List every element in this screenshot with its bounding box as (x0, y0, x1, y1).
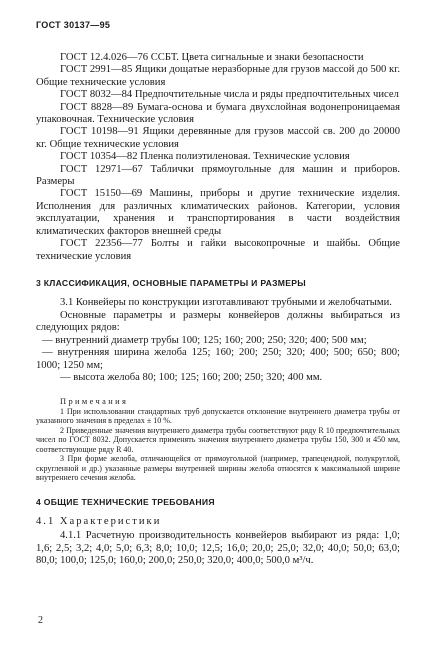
document-page (36, 20, 400, 568)
subsection-4-1-heading: 4.1 Характеристики (36, 516, 162, 528)
page-number: 2 (38, 615, 43, 626)
paragraph-3-1: 3.1 Конвейеры по конструкции изготавливают трубными и желобчатыми. (60, 296, 392, 308)
standard-reference: ГОСТ 2991—85 Ящики дощатые неразборные для грузов массой до 500 кг. Общие технические условия (36, 64, 400, 88)
paragraph-4-1-1: 4.1.1 Расчетную производительность конвейеров выбирают из ряда: 1,0; 1,6; 2,5; 3,2; 4,0; 5,0; 6,3; 8,0; 10,0; 12,5; 16,0; 20,0; 25,0; 32,0; 40,0; 50,0; 63,0; 80,0; 100,0; 125,0; 160,0; 200,0; 250,0; 320,0; 400,0; 500,0 м³/ч. (36, 529, 400, 567)
standard-reference: ГОСТ 12.4.026—76 ССБТ. Цвета сигнальные и знаки безопасности (60, 52, 364, 63)
standards-list (36, 52, 400, 263)
standard-reference: ГОСТ 8032—84 Предпочтительные числа и ряды предпочтительных чисел (60, 89, 399, 101)
section-3-heading: 3 КЛАССИФИКАЦИЯ, ОСНОВНЫЕ ПАРАМЕТРЫ И РАЗМЕРЫ (36, 277, 307, 288)
running-header: ГОСТ 30137—95 (36, 20, 111, 30)
list-item-trough-height: — высота желоба 80; 100; 125; 160; 200; 250; 320; 400 мм. (60, 372, 323, 384)
note-3: 3 При форме желоба, отличающейся от прямоугольной (например, трапецеидной, полукруглой, скругленной и др.) указанные размеры внутренней ширины желоба относятся к максимальной ширине внутреннего сечения желоба. (36, 454, 400, 482)
standard-reference: ГОСТ 10354—82 Пленка полиэтиленовая. Технические условия (60, 151, 350, 163)
paragraph-parameters: Основные параметры и размеры конвейеров должны выбираться из следующих рядов: (36, 309, 400, 334)
note-2: 2 Приведенные значения внутреннего диаметра трубы соответствуют ряду R 10 предпочтительных чисел по ГОСТ 8032. Допускается применять значения внутреннего диаметра трубы 150, 300 и 450 мм, соответствующие ряду R 40. (36, 425, 400, 454)
notes-heading: Примечания (60, 397, 129, 407)
list-item-pipe-diameter: — внутренний диаметр трубы 100; 125; 160; 200; 250; 320; 400; 500 мм; (42, 334, 367, 346)
standard-reference: ГОСТ 8828—89 Бумага-основа и бумага двухслойная водонепроницаемая упаковочная. Технические условия (36, 101, 400, 126)
standard-reference: ГОСТ 12971—67 Таблички прямоугольные для машин и приборов. Размеры (36, 163, 400, 188)
standard-reference: ГОСТ 22356—77 Болты и гайки высокопрочные и шайбы. Общие технические условия (36, 238, 400, 262)
standard-reference: ГОСТ 15150—69 Машины, приборы и другие технические изделия. Исполнения для различных климатических районов. Категории, условия эксплуатации, хранения и транспортирования в части воздействия климатических факторов внешней среды (36, 188, 400, 237)
standard-reference: ГОСТ 10198—91 Ящики деревянные для грузов массой св. 200 до 20000 кг. Общие технические условия (36, 126, 400, 150)
list-item-trough-width: — внутренняя ширина желоба 125; 160; 200; 250; 320; 400; 500; 650; 800; 1000; 1250 мм; (36, 347, 400, 371)
note-1: 1 При использовании стандартных труб допускается отклонение внутреннего диаметра трубы от указанного значения в пределах ± 10 %. (36, 407, 400, 426)
section-4-heading: 4 ОБЩИЕ ТЕХНИЧЕСКИЕ ТРЕБОВАНИЯ (36, 497, 215, 508)
